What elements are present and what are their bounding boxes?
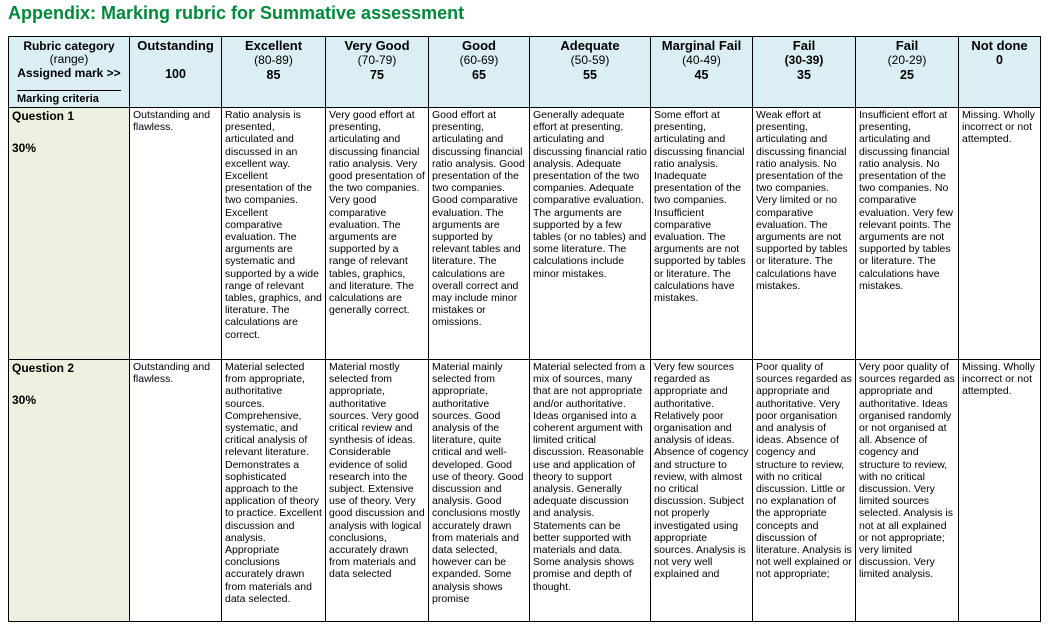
criteria-cell-outstanding: Outstanding and flawless. — [130, 108, 222, 360]
column-name: Fail — [792, 38, 816, 53]
column-header-adequate — [530, 37, 651, 108]
criteria-cell-adequate: Material selected from a mix of sources, many that are not appropriate and/or authoritative. Ideas organised into a coherent argument with limited critical discussion. Reasonable use and application of theory to support analysis. Generally adequate discussion and analysis. Statements can be better supported with materials and data. Some analysis shows promise and depth of thought. — [530, 360, 651, 622]
assigned-mark-label: Assigned mark >> — [17, 66, 121, 80]
header-row — [9, 37, 1041, 108]
criteria-cell-very-good: Material mostly selected from appropriate, authoritative sources. Very good critical review and synthesis of ideas. Considerable evidence of solid research into the subject. Extensive use of theory. Very good discussion and analysis with logical conclusions, accurately drawn from materials and data selected — [326, 360, 429, 622]
question-label-cell — [9, 108, 130, 360]
column-header-excellent — [222, 37, 326, 108]
criteria-cell-marginal-fail: Very few sources regarded as appropriate and authoritative. Relatively poor organisation and analysis of ideas. Absence of cogency and structure to review, with almost no critical discussion. Subject not properly investigated using appropriate sources. Analysis is not very well explained and — [651, 360, 753, 622]
marking-rubric-table — [8, 36, 1041, 622]
column-header-not-done — [959, 37, 1041, 108]
range-label: (range) — [49, 52, 89, 66]
column-mark: 0 — [996, 53, 1003, 67]
rubric-category-header — [9, 37, 130, 108]
column-name: Not done — [971, 38, 1028, 53]
column-range: (70-79) — [357, 53, 397, 67]
criteria-cell-excellent: Ratio analysis is presented, articulated and discussed in an excellent way. Excellent presentation of the two companies. Excellent comparative evaluation. The arguments are systematic and supported by a wide range of relevant tables, graphics, and literature. The calculations are correct. — [222, 108, 326, 360]
criteria-cell-fail-20-29: Insufficient effort at presenting, articulating and discussing financial ratio analysis. No presentation of the two companies. No comparative evaluation. Very few relevant points. The arguments are not supported by tables or literature. The calculations have mistakes. — [856, 108, 959, 360]
column-range: (20-29) — [887, 53, 927, 67]
column-header-outstanding — [130, 37, 222, 108]
question-label-cell — [9, 360, 130, 622]
question-weight: 30% — [12, 141, 37, 155]
column-range: (40-49) — [682, 53, 721, 67]
column-range: (60-69) — [459, 53, 499, 67]
column-header-fail-30-39 — [753, 37, 856, 108]
criteria-cell-very-good: Very good effort at presenting, articulating and discussing financial ratio analysis. Very good presentation of the two companies. Very good comparative evaluation. The arguments are supported by a range of relevant tables, graphics, and literature. The calculations are generally correct. — [326, 108, 429, 360]
column-mark: 100 — [165, 67, 186, 81]
rubric-category-label: Rubric category — [23, 39, 115, 53]
column-range: (50-59) — [570, 53, 610, 67]
column-name: Good — [462, 38, 496, 53]
column-header-good — [429, 37, 530, 108]
column-range — [132, 53, 219, 67]
criteria-cell-fail-30-39: Weak effort at presenting, articulating and discussing financial ratio analysis. No presentation of the two companies. Very limited or no comparative evaluation. The arguments are not supported by tables or literature. The calculations have mistakes. — [753, 108, 856, 360]
column-name: Very Good — [344, 38, 410, 53]
marking-criteria-label: Marking criteria — [17, 93, 99, 105]
column-name: Outstanding — [137, 38, 214, 53]
column-name: Marginal Fail — [661, 38, 742, 53]
criteria-cell-not-done: Missing. Wholly incorrect or not attempted. — [959, 108, 1041, 360]
criteria-cell-outstanding: Outstanding and flawless. — [130, 360, 222, 622]
column-header-marginal-fail — [651, 37, 753, 108]
column-range: (80-89) — [254, 53, 293, 67]
criteria-cell-excellent: Material selected from appropriate, authoritative sources. Comprehensive, systematic, and critical analysis of relevant literature. Demonstrates a sophisticated approach to the application of theory to practice. Excellent discussion and analysis. Appropriate conclusions accurately drawn from materials and data selected. — [222, 360, 326, 622]
question-label: Question 2 — [12, 361, 75, 375]
column-name: Excellent — [244, 38, 303, 53]
column-range: (30-39) — [784, 53, 824, 67]
column-mark: 25 — [900, 68, 914, 82]
column-mark: 45 — [694, 68, 709, 82]
column-name: Adequate — [560, 38, 620, 53]
criteria-cell-marginal-fail: Some effort at presenting, articulating and discussing financial ratio analysis. Inadequate presentation of the two companies. Insufficient comparative evaluation. The arguments are not supported by tables or literature. The calculations have mistakes. — [651, 108, 753, 360]
column-header-very-good — [326, 37, 429, 108]
column-mark: 75 — [370, 68, 384, 82]
criteria-cell-fail-20-29: Very poor quality of sources regarded as appropriate and authoritative. Ideas organised randomly or not organised at all. Absence of cogency and structure to review, with no critical discussion. Very limited sources selected. Analysis is not at all explained or not appropriate; very limited discussion. Very limited analysis. — [856, 360, 959, 622]
column-mark: 35 — [797, 68, 811, 82]
column-mark: 85 — [266, 68, 281, 82]
question-weight: 30% — [12, 393, 37, 407]
criteria-cell-not-done: Missing. Wholly incorrect or not attempted. — [959, 360, 1041, 622]
column-mark: 55 — [583, 68, 597, 82]
criteria-cell-fail-30-39: Poor quality of sources regarded as appropriate and authoritative. Very poor organisation and analysis of ideas. Absence of cogency and structure to review, with no critical discussion. Little or no explanation of the appropriate concepts and discussion of literature. Analysis is not well explained or not appropriate; — [753, 360, 856, 622]
criteria-cell-adequate: Generally adequate effort at presenting, articulating and discussing financial ratio analysis. Adequate presentation of the two companies. Adequate comparative evaluation. The arguments are supported by a few tables (or no tables) and some literature. The calculations include minor mistakes. — [530, 108, 651, 360]
page-title: Appendix: Marking rubric for Summative assessment — [8, 3, 465, 23]
header-divider — [17, 90, 121, 91]
column-header-fail-20-29 — [856, 37, 959, 108]
column-mark: 65 — [472, 68, 486, 82]
question-label: Question 1 — [12, 109, 75, 123]
column-name: Fail — [895, 38, 919, 53]
criteria-cell-good: Material mainly selected from appropriate, authoritative sources. Good analysis of the literature, quite critical and well-developed. Good use of theory. Good discussion and analysis. Good conclusions mostly accurately drawn from materials and data selected, however can be expanded. Some analysis shows promise — [429, 360, 530, 622]
table-row-question-1 — [9, 108, 1041, 360]
table-row-question-2 — [9, 360, 1041, 622]
criteria-cell-good: Good effort at presenting, articulating and discussing financial ratio analysis. Good presentation of the two companies. Good comparative evaluation. The arguments are supported by relevant tables and literature. The calculations are overall correct and may include minor mistakes or omissions. — [429, 108, 530, 360]
